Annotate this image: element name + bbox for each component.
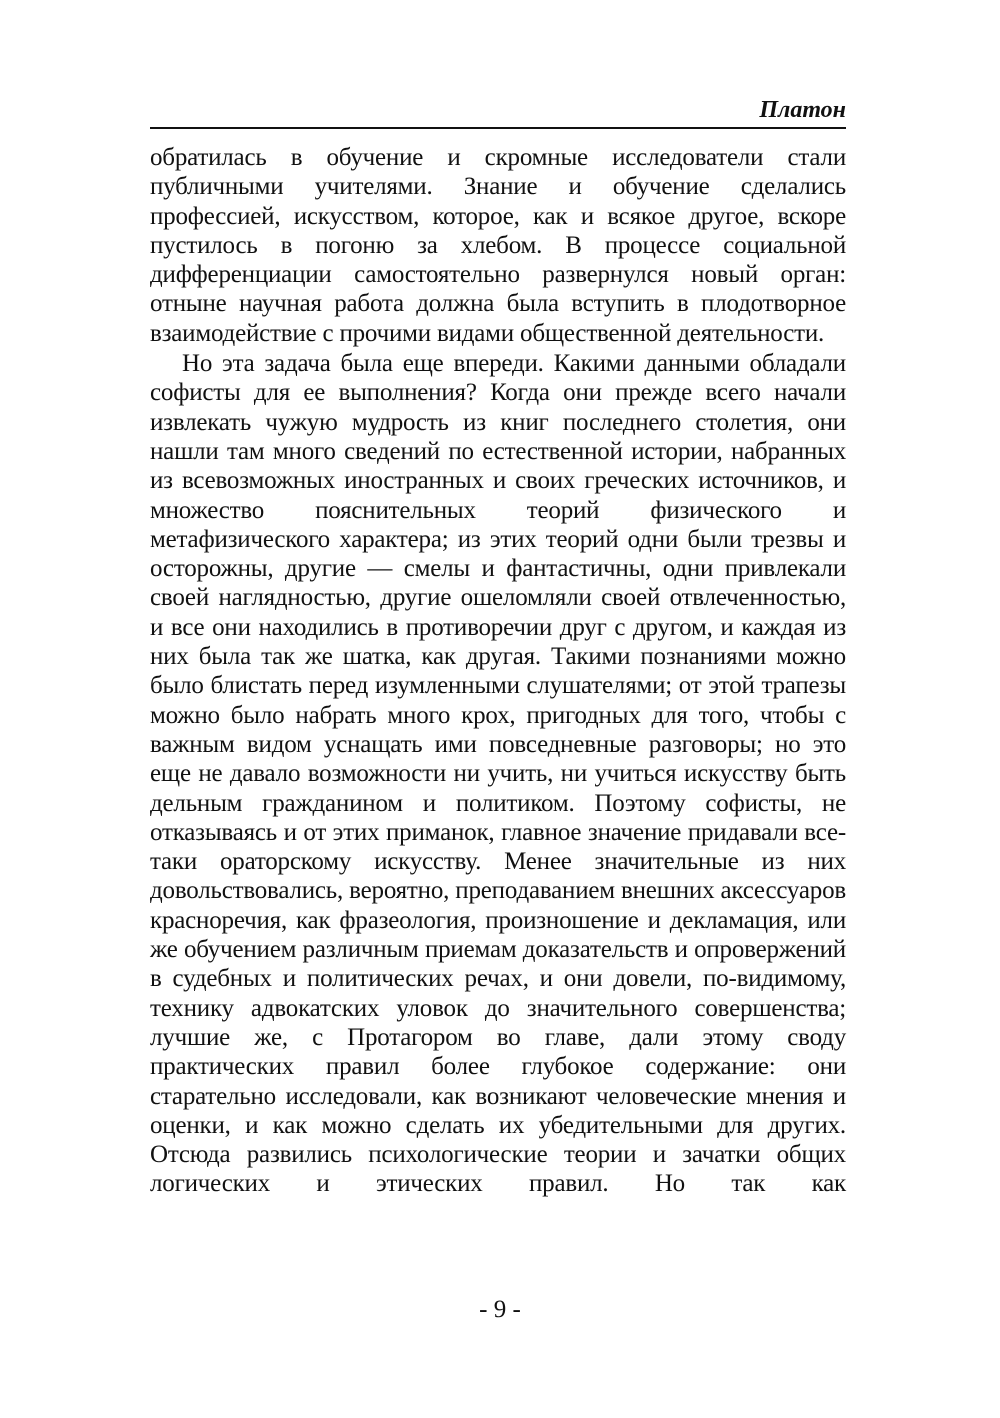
header-rule: [150, 127, 846, 129]
page-number: - 9 -: [479, 1296, 521, 1323]
running-head-title: Платон: [759, 97, 846, 123]
body-text: [150, 143, 846, 1199]
paragraph-1: обратилась в обучение и скромные исследователи стали публичными учителями. Знание и обучение сделались профессией, искусством, которое, как и всякое другое, вскоре пустилось в погоню за хлебом. В процессе социальной дифференциации самостоятельно развернулся новый орган: отныне научная работа должна была вступить в плодотворное взаимодействие с прочими видами общественной деятельности.: [150, 144, 846, 347]
paragraph-2: Но эта задача была еще впереди. Какими данными обладали софисты для ее выполнения? Когда они прежде всего начали извлекать чужую мудрость из книг последнего столетия, они нашли там много сведений по естественной истории, набранных из всевозможных иностранных и своих греческих источников, и множество пояснительных теорий физического и метафизического характера; из этих теорий одни были трезвы и осторожны, другие — смелы и фантастичны, одни привлекали своей наглядностью, другие ошеломляли своей отвлеченностью, и все они находились в противоречии друг с другом, и каждая из них была так же шатка, как другая. Такими познаниями можно было блистать перед изумленными слушателями; от этой трапезы можно было набрать много крох, пригодных для того, чтобы с важным видом уснащать ими повседневные разговоры; но это еще не давало возможности ни учить, ни учиться искусству быть дельным гражданином и политиком. Поэтому софисты, не отказываясь и от этих приманок, главное значение придавали все-таки ораторскому искусству. Менее значительные из них довольствовались, вероятно, преподаванием внешних аксессуаров красноречия, как фразеология, произношение и декламация, или же обучением различным приемам доказательств и опровержений в судебных и политических речах, и они довели, по-видимому, технику адвокатских уловок до значительного совершенства; лучшие же, с Протагором во главе, дали этому своду практических правил более глубокое содержание: они старательно исследовали, как возникают человеческие мнения и оценки, и как можно сделать их убедительными для других. Отсюда развились психологические теории и зачатки общих логических и этических правил. Но так как: [150, 350, 846, 1198]
